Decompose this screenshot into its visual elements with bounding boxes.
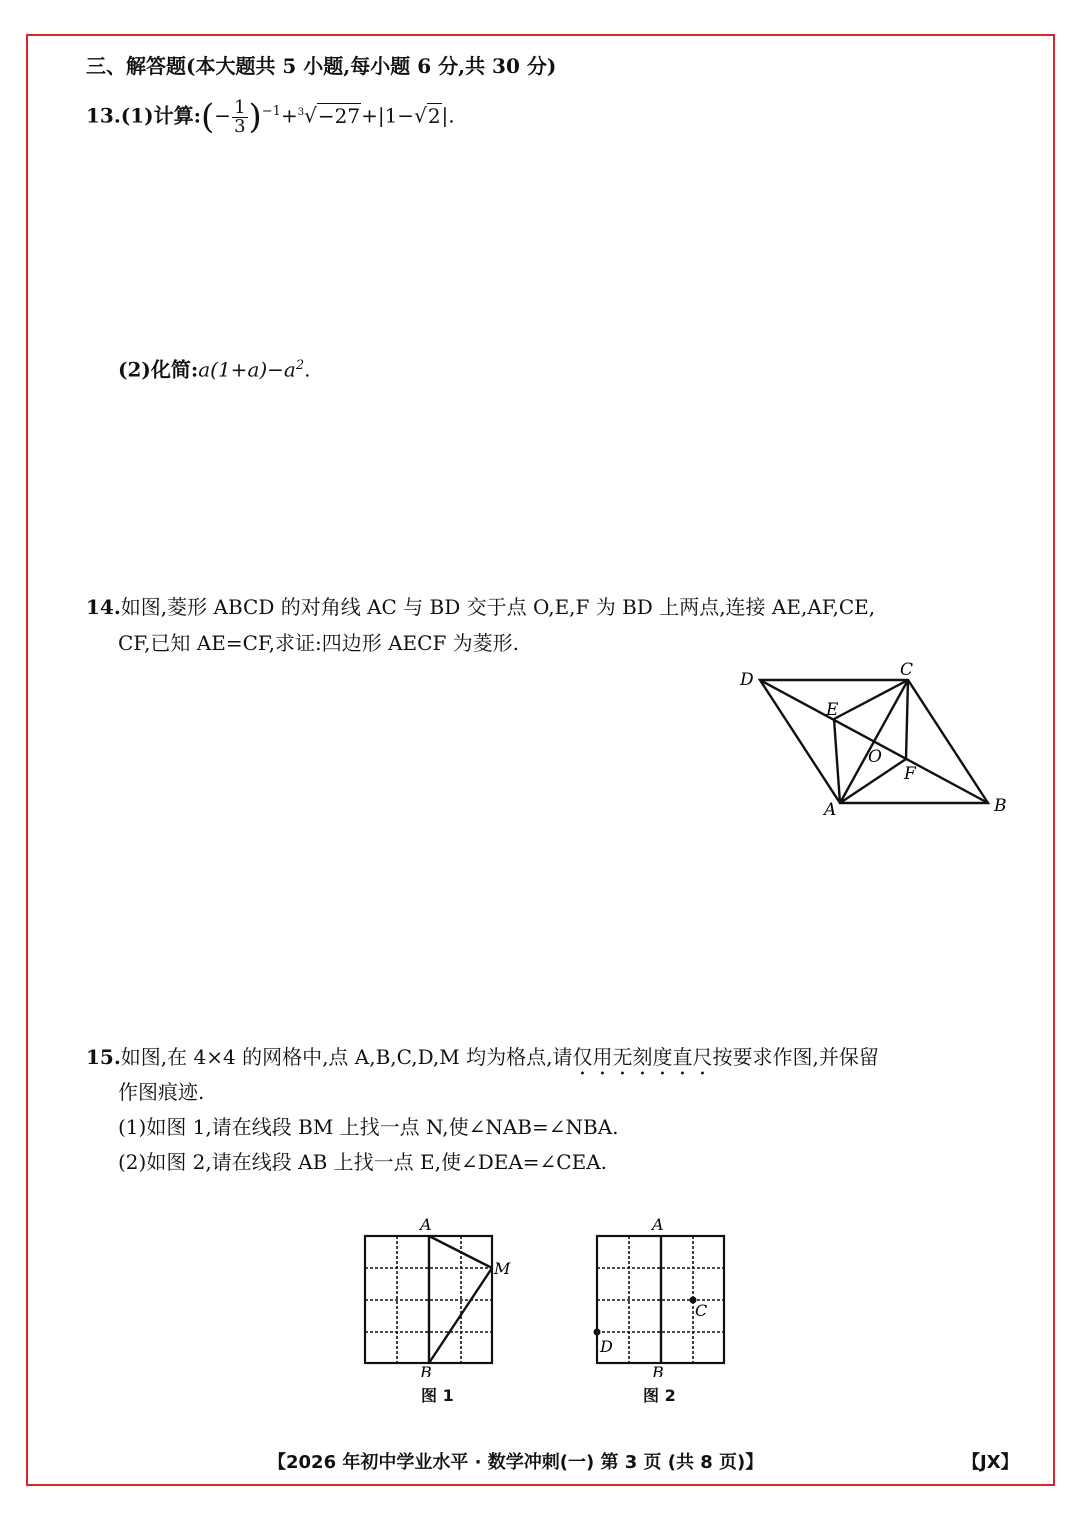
- q13-part2-expr: a(1+a)−a: [198, 357, 296, 382]
- segment-ae: [834, 719, 840, 803]
- q13-exponent: −1: [261, 104, 281, 119]
- label-c: C: [900, 660, 914, 680]
- q15-figure1-grid: [350, 1212, 520, 1377]
- label-d: D: [740, 670, 754, 690]
- q13-sqrt: 2: [427, 103, 441, 128]
- footer-code: 【JX】: [962, 1452, 1019, 1473]
- q15-line2: 作图痕迹.: [118, 1080, 205, 1104]
- q13-fraction: $\frac{1}{3}$: [234, 96, 246, 137]
- q13-number: 13.: [86, 103, 121, 128]
- q14-rhombus-figure: [730, 655, 1020, 825]
- label-f: F: [904, 764, 916, 784]
- label-b: B: [994, 796, 1007, 816]
- section-title: 三、解答题(本大题共 5 小题,每小题 6 分,共 30 分): [86, 54, 557, 78]
- fig1-label-m: M: [494, 1259, 511, 1278]
- fig1-caption: 图 1: [421, 1386, 454, 1405]
- q14-line2: CF,已知 AE=CF,求证:四边形 AECF 为菱形.: [118, 631, 520, 655]
- fig2-label-a: A: [652, 1215, 664, 1234]
- fig1-label-a: A: [420, 1215, 432, 1234]
- fig1-label-b: B: [420, 1363, 432, 1377]
- segment-cf: [906, 680, 908, 759]
- fig2-label-b: B: [652, 1363, 664, 1377]
- fig2-label-d: D: [600, 1337, 613, 1356]
- label-o: O: [868, 747, 882, 767]
- label-a: A: [824, 800, 837, 820]
- label-e: E: [826, 700, 839, 720]
- q14-line1: 14.如图,菱形 ABCD 的对角线 AC 与 BD 交于点 O,E,F 为 BD 上两点,连接 AE,AF,CE,: [86, 595, 876, 619]
- fig2-caption: 图 2: [643, 1386, 676, 1405]
- q13-part1-label: (1)计算:: [120, 103, 202, 128]
- q13-cube-root: −27: [317, 103, 361, 128]
- q15-part1: (1)如图 1,请在线段 BM 上找一点 N,使∠NAB=∠NBA.: [118, 1115, 619, 1139]
- q15-line1: 15.如图,在 4×4 的网格中,点 A,B,C,D,M 均为格点,请仅用无刻度直尺按要求作图,并保留: [86, 1045, 879, 1069]
- q15-part2: (2)如图 2,请在线段 AB 上找一点 E,使∠DEA=∠CEA.: [118, 1150, 607, 1174]
- footer-page-info: 【2026 年初中学业水平 · 数学冲刺(一) 第 3 页 (共 8 页)】: [268, 1452, 764, 1473]
- fig2-label-c: C: [695, 1301, 708, 1320]
- q13-part1: 13.(1)计算:(− $\frac{1}{3}$ )$^{-1}$+$^3$√−27+|1−√2|.: [86, 96, 455, 138]
- point-d: [594, 1329, 601, 1336]
- q15-figure2-grid: [582, 1212, 752, 1377]
- q15-emphasis: 仅用无刻度直尺: [572, 1045, 713, 1069]
- q13-part2: (2)化简$:a(1+a)-a^2$.: [118, 357, 311, 382]
